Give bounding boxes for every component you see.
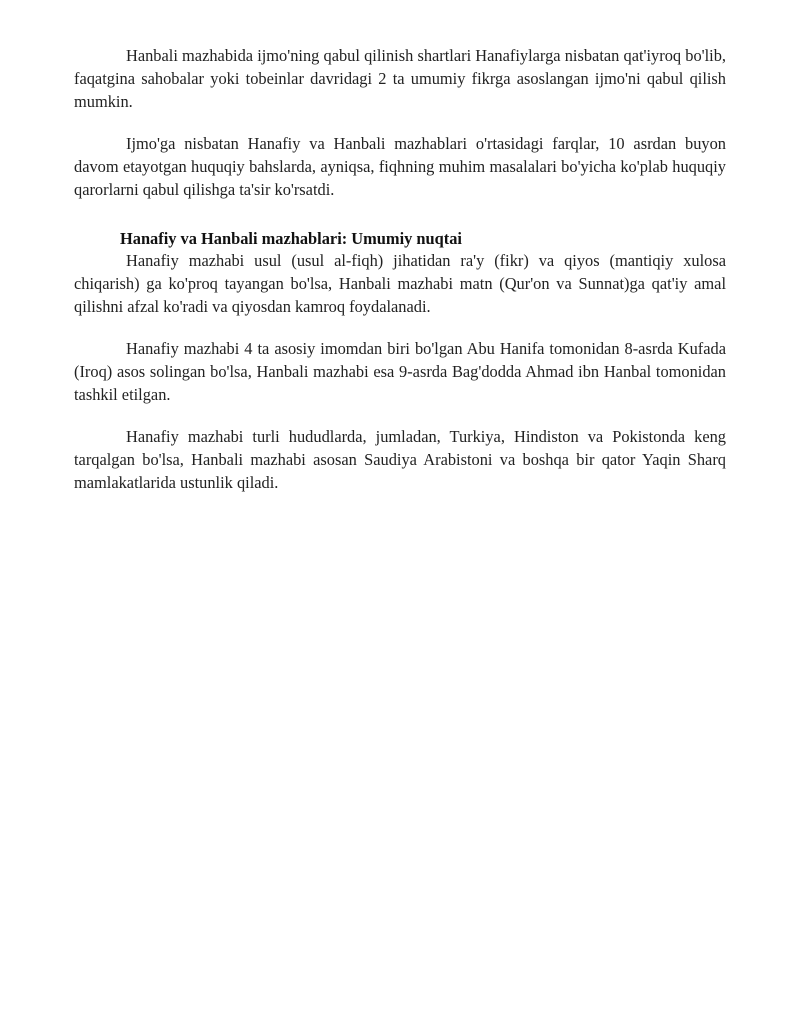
paragraph-methodology: Hanafiy mazhabi usul (usul al-fiqh) jihatidan ra'y (fikr) va qiyos (mantiqiy xulosa chiqarish) ga ko'proq tayangan bo'lsa, Hanbali mazhabi matn (Qur'on va Sunnat)ga qat'iy amal qilishni afzal ko'radi va qiyosdan kamroq foydalanadi. — [74, 251, 726, 316]
document-body — [74, 44, 726, 513]
paragraph-founders: Hanafiy mazhabi 4 ta asosiy imomdan biri bo'lgan Abu Hanifa tomonidan 8-asrda Kufada (Iroq) asos solingan bo'lsa, Hanbali mazhabi esa 9-asrda Bag'dodda Ahmad ibn Hanbal tomonidan tashkil etilgan. — [74, 339, 726, 404]
paragraph-ijmo-differences: Ijmo'ga nisbatan Hanafiy va Hanbali mazhablari o'rtasidagi farqlar, 10 asrdan buyon davom etayotgan huquqiy bahslarda, ayniqsa, fiqhning muhim masalalari bo'yicha ko'plab huquqiy qarorlarni qabul qilishga ta'sir ko'rsatdi. — [74, 134, 726, 199]
paragraph-regions: Hanafiy mazhabi turli hududlarda, jumladan, Turkiya, Hindiston va Pokistonda keng tarqalgan bo'lsa, Hanbali mazhabi asosan Saudiya Arabistoni va boshqa bir qator Yaqin Sharq mamlakatlarida ustunlik qiladi. — [74, 427, 726, 492]
section-heading: Hanafiy va Hanbali mazhablari: Umumiy nuqtai — [120, 229, 462, 248]
paragraph-ijmo-conditions: Hanbali mazhabida ijmo'ning qabul qilinish shartlari Hanafiylarga nisbatan qat'iyroq bo'lib, faqatgina sahobalar yoki tobeinlar davridagi 2 ta umumiy fikrga asoslangan ijmo'ni qabul qilish mumkin. — [74, 46, 726, 111]
